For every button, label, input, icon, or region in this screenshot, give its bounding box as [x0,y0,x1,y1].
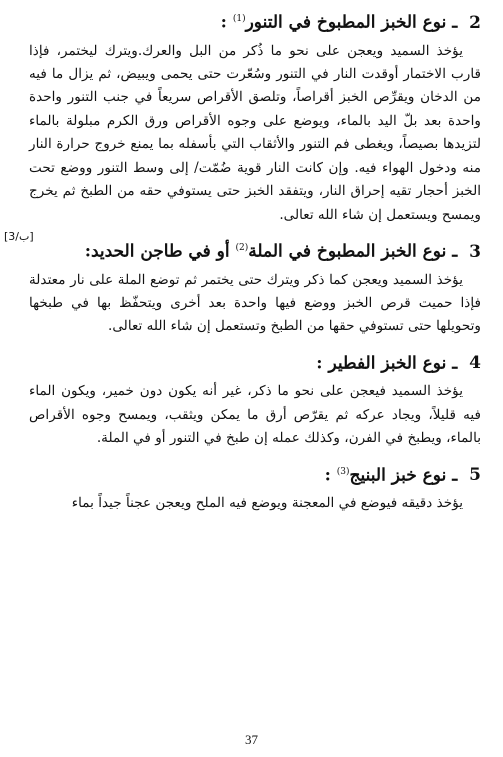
manuscript-folio-marker: [3/ب] [4,230,34,243]
section-title: نوع الخبز المطبوخ في الملة [248,241,447,262]
section-body: يؤخذ دقيقه فيوضع في المعجنة ويوضع فيه الملح ويعجن عجناً جيداً بماء [71,495,463,512]
section-dash: ـ [452,241,458,262]
footnote-marker: (3) [336,466,350,477]
section-title-suffix: : [220,12,227,33]
section-heading [29,347,481,377]
section-unleavened-bread [29,347,481,451]
section-body: يؤخذ السميد فيعجن على نحو ما ذكر، غير أنه يكون دون خمير، ويكون الماء فيه قليلاً، ويجاد عركه ثم يقرّص أرق ما يمكن ويثقب، ويمسح وجوه الأقراص بالماء، ويطبخ في الفرن، وكذلك عمله إن طبخ في التنور أو في الملة. [29,383,481,447]
section-title-suffix: أو في طاجن الحديد: [84,241,230,262]
section-heading [29,459,481,489]
section-title: نوع خبز البنيج [349,465,447,486]
page-content [29,6,481,524]
footnote-marker: (2) [235,242,249,253]
section-title: نوع الخبز المطبوخ في التنور [245,12,447,33]
section-number: 4 [469,353,481,374]
section-dash: ـ [452,353,458,374]
section-title: نوع الخبز الفطير [328,353,447,374]
section-dash: ـ [452,12,458,33]
section-number: 3 [469,241,481,262]
section-heading [29,6,481,36]
section-number: 5 [469,465,481,486]
section-body: يؤخذ السميد ويعجن كما ذكر ويترك حتى يختمر ثم توضع الملة على نار معتدلة فإذا حميت قرص الخبز ووضع فيها واحدة بعد أخرى ويتحفّظ بها في طبخها وتحويلها حتى تستوفي حقها من الطبخ وتستعمل إن شاء الله تعالى. [29,271,481,335]
footnote-marker: (1) [232,14,246,24]
page-number: 37 [245,732,258,747]
section-banij-bread [29,459,481,516]
section-body: يؤخذ السميد ويعجن على نحو ما ذُكر من البل والعرك.ويترك ليختمر، فإذا قارب الاختمار أوقدت النار في التنور وسُعّرت حتى يحمى ويبيض، ثم يزال ما فيه من الدخان ويقرِّص الخبز أقراصاً، وتلصق الأقراص سريعاً في جنب التنور واحدة واحدة بعد بلّ اليد بالماء، ويوضع على وجوه الأقراص ورق الكرم مبلولة بالماء لتزيدها بصيصاً، ويغطى فم التنور والأثقاب التي بأسفله بما يمنع خروج حرارة النار منه ودخول الهواء فيه. وإن كانت النار قوية ضُمّت/ إلى وسط التنور ووضع تحت الخبز أحجار تقيه إحراق النار، ويتفقد الخبز حتى يستوفي حقه من الطبخ ثم يخرج ويمسح ويستعمل إن شاء الله تعالى. [29,42,481,223]
section-number: 2 [469,12,481,33]
section-title-suffix: : [324,465,331,486]
section-oven-bread [29,6,481,227]
section-title-suffix: : [316,353,323,374]
section-heading [29,235,481,265]
section-dash: ـ [452,465,458,486]
section-mella-bread [29,235,481,339]
